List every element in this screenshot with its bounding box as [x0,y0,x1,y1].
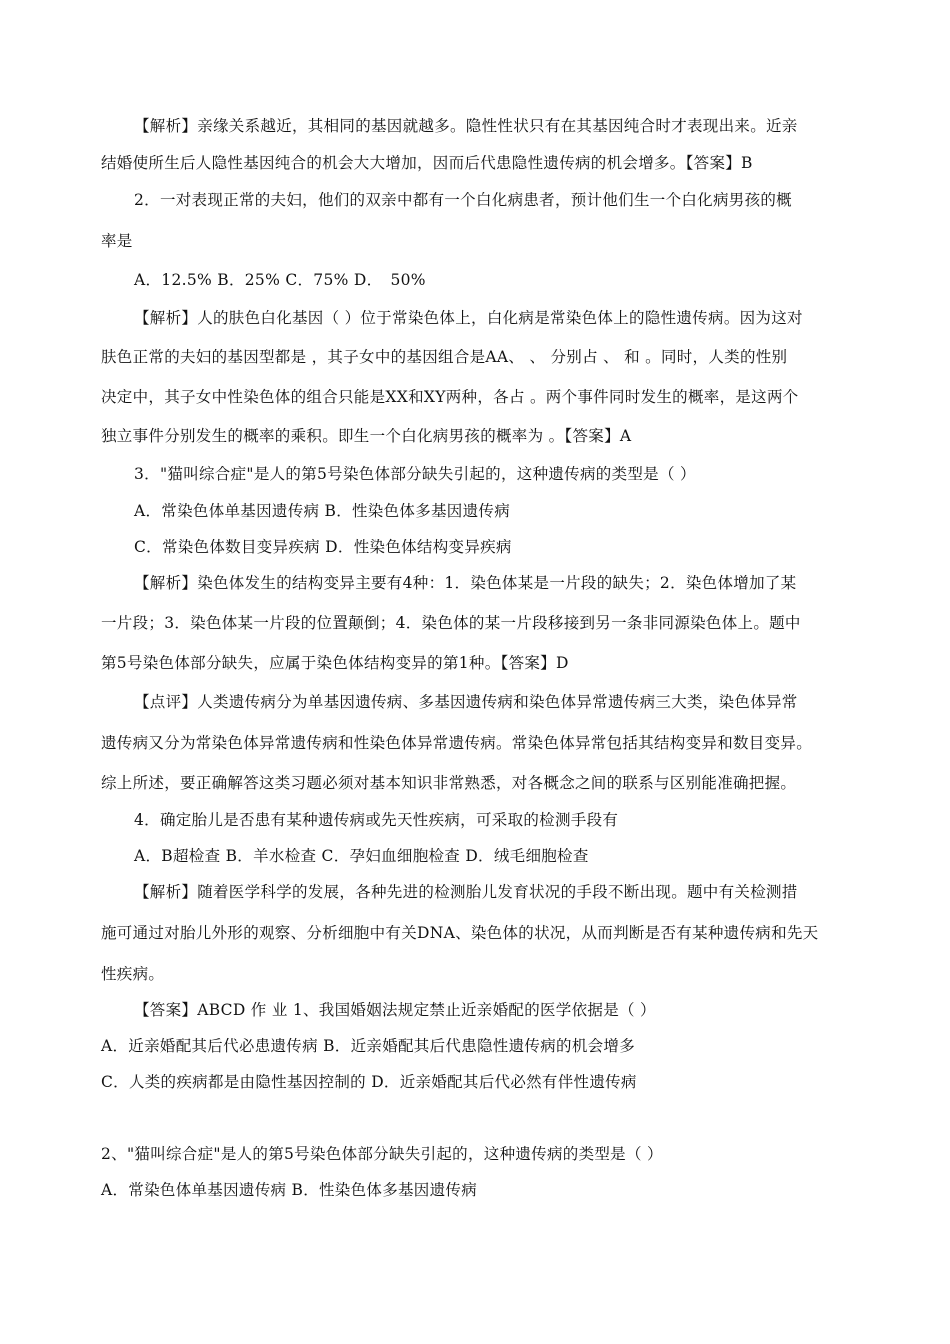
text-line: A．12.5% B．25% C．75% D． 50% [134,271,426,289]
text-line: A．常染色体单基因遗传病 B．性染色体多基因遗传病 [134,502,511,520]
text-line: 独立事件分别发生的概率的乘积。即生一个白化病男孩的概率为 。【答案】A [101,427,632,445]
text-line: 率是 [101,232,133,250]
text-line: 2．一对表现正常的夫妇，他们的双亲中都有一个白化病患者，预计他们生一个白化病男孩的概 [134,191,792,209]
text-line: A．近亲婚配其后代必患遗传病 B．近亲婚配其后代患隐性遗传病的机会增多 [101,1037,636,1055]
text-line: A．B超检查 B．羊水检查 C．孕妇血细胞检查 D．绒毛细胞检查 [134,847,589,865]
text-line: C．常染色体数目变异疾病 D．性染色体结构变异疾病 [134,538,512,556]
text-line: 第5号染色体部分缺失，应属于染色体结构变异的第1种。【答案】D [101,654,569,672]
text-line: A．常染色体单基因遗传病 B．性染色体多基因遗传病 [101,1181,478,1199]
text-line: 性疾病。 [101,965,165,983]
text-line: 2、"猫叫综合症"是人的第5号染色体部分缺失引起的，这种遗传病的类型是（ ） [101,1145,663,1163]
text-line: 3．"猫叫综合症"是人的第5号染色体部分缺失引起的，这种遗传病的类型是（ ） [134,465,696,483]
text-line: 肤色正常的夫妇的基因型都是 ，其子女中的基因组合是AA、 、 分别占 、 和 。同时，人类的性别 [101,348,788,366]
text-line: 【解析】随着医学科学的发展，各种先进的检测胎儿发育状况的手段不断出现。题中有关检测措 [134,883,798,901]
text-line: 综上所述，要正确解答这类习题必须对基本知识非常熟悉，对各概念之间的联系与区别能准确把握。 [101,774,797,792]
text-line: 4．确定胎儿是否患有某种遗传病或先天性疾病，可采取的检测手段有 [134,811,619,829]
text-line: 决定中，其子女中性染色体的组合只能是XX和XY两种，各占 。两个事件同时发生的概率，是这两个 [101,388,799,406]
text-line: 【解析】亲缘关系越近，其相同的基因就越多。隐性性状只有在其基因纯合时才表现出来。近亲 [134,117,798,135]
text-line: 结婚使所生后人隐性基因纯合的机会大大增加，因而后代患隐性遗传病的机会增多。【答案】B [101,154,753,172]
text-line: 【解析】染色体发生的结构变异主要有4种：1．染色体某是一片段的缺失；2．染色体增加了某 [134,574,797,592]
text-line: 【答案】ABCD 作 业 1、我国婚姻法规定禁止近亲婚配的医学依据是（ ） [134,1001,656,1019]
text-line: 【解析】人的肤色白化基因（ ）位于常染色体上，白化病是常染色体上的隐性遗传病。因为这对 [134,309,803,327]
text-line: 施可通过对胎儿外形的观察、分析细胞中有关DNA、染色体的状况，从而判断是否有某种遗传病和先天 [101,924,819,942]
text-line: C．人类的疾病都是由隐性基因控制的 D．近亲婚配其后代必然有伴性遗传病 [101,1073,637,1091]
text-line: 遗传病又分为常染色体异常遗传病和性染色体异常遗传病。常染色体异常包括其结构变异和数目变异。 [101,734,813,752]
text-line: 一片段；3．染色体某一片段的位置颠倒；4．染色体的某一片段移接到另一条非同源染色体上。题中 [101,614,801,632]
text-line: 【点评】人类遗传病分为单基因遗传病、多基因遗传病和染色体异常遗传病三大类，染色体异常 [134,693,798,711]
